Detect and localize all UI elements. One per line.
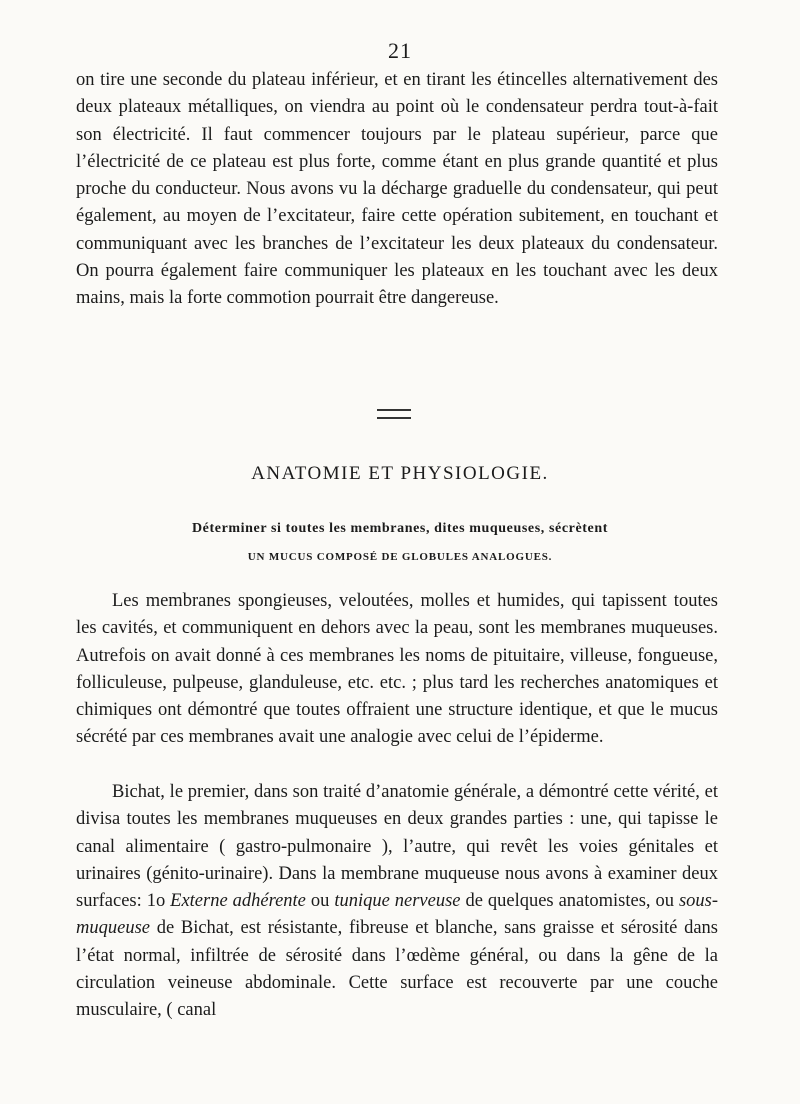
paragraph-3-text-a: Bichat, le premier, dans son traité d’anatomie générale, a démontré cette vérité, et divisa toutes les membranes muqueuses en deux grandes parties : une, qui tapisse le canal alimentaire ( gastro-pulmonaire ), l’autre, qui revêt les voies génitales et urinaires (génito-urinaire). Dans la membrane muqueuse nous avons à examiner deux surfaces: 1o <box>76 782 718 912</box>
paragraph-3-text-c: de quelques anatomistes, ou <box>460 891 679 912</box>
paragraph-3-text-d: de Bichat, est résistante, fibreuse et blanche, sans graisse et sérosité dans l’état normal, infiltrée de sérosité dans l’œdème général, ou dans la gêne de la circulation veineuse abdominale. Cette surface est recouverte par une couche musculaire, ( canal <box>76 918 718 1021</box>
paragraph-3-text-b: ou <box>305 891 335 912</box>
term-tunique-nerveuse: tunique nerveuse <box>334 891 461 912</box>
section-divider <box>377 409 411 419</box>
paragraph-2: Les membranes spongieuses, veloutées, molles et humides, qui tapissent toutes les cavités, et communiquent en dehors avec la peau, sont les membranes muqueuses. Autrefois on avait donné à ces membranes les noms de pituitaire, villeuse, fongueuse, folliculeuse, pulpeuse, glanduleuse, etc. etc. ; plus tard les recherches anatomiques et chimiques ont démontré que toutes offraient une structure identique, et que le mucus sécrété par ces membranes avait une analogie avec celui de l’épiderme. <box>76 591 718 748</box>
page-number: 21 <box>388 38 412 63</box>
term-sous-muqueuse: sous-muqueuse <box>76 891 718 939</box>
question-subheading-line-2: UN MUCUS COMPOSÉ DE GLOBULES ANALOGUES. <box>247 551 553 563</box>
section-heading: ANATOMIE ET PHYSIOLOGIE. <box>251 463 549 484</box>
term-externe-adherente: Externe adhérente <box>170 891 306 912</box>
question-subheading-line-1: Déterminer si toutes les membranes, dites muqueuses, sécrètent <box>191 521 609 536</box>
paragraph-3 <box>76 779 718 1025</box>
paragraph-1: on tire une seconde du plateau inférieur, et en tirant les étincelles alternativement des deux plateaux métalliques, on viendra au point où le condensateur perdra tout-à-fait son électricité. Il faut commencer toujours par le plateau supérieur, parce que l’électricité de ce plateau est plus forte, comme étant en plus grande quantité et plus proche du conducteur. Nous avons vu la décharge graduelle du condensateur, qui peut également, au moyen de l’excitateur, faire cette opération subitement, en touchant et communiquant avec les branches de l’excitateur les deux plateaux du condensateur. On pourra également faire communiquer les plateaux en les touchant avec les deux mains, mais la forte commotion pourrait être dangereuse. <box>76 70 718 309</box>
